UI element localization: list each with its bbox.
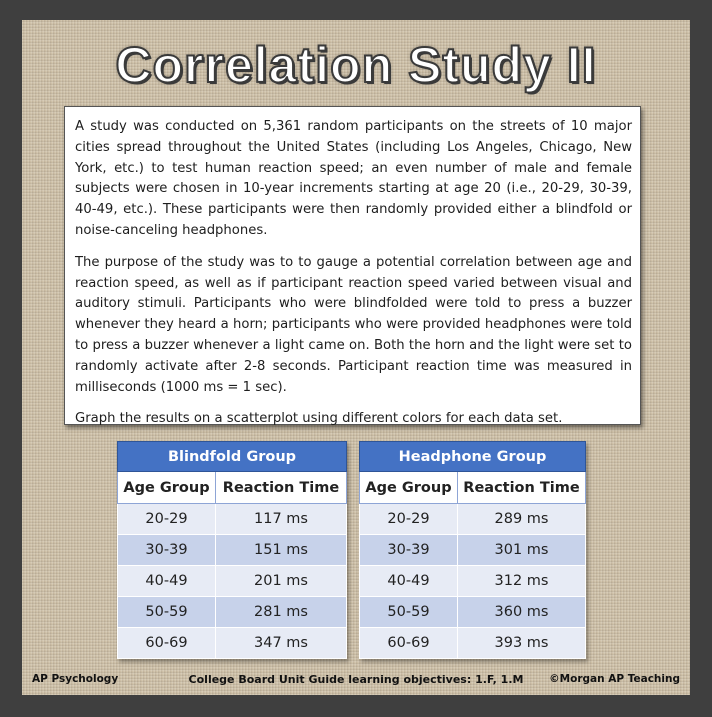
blindfold-table-title: Blindfold Group: [118, 442, 347, 472]
reaction-cell: 281 ms: [216, 597, 347, 628]
description-box: [64, 106, 641, 425]
age-cell: 50-59: [360, 597, 458, 628]
page-title: Correlation Study II: [115, 37, 597, 93]
table-row: [360, 535, 586, 566]
blindfold-table: [117, 441, 347, 659]
age-cell: 40-49: [360, 566, 458, 597]
table-row: [118, 597, 347, 628]
table-row: [118, 535, 347, 566]
description-paragraph-1: A study was conducted on 5,361 random participants on the streets of 10 major cities spread throughout the United States (including Los Angeles, Chicago, New York, etc.) to test human reaction speed; an even number of male and female subjects were chosen in 10-year increments starting at age 20 (i.e., 20-29, 30-39, 40-49, etc.). These participants were then randomly provided either a blindfold or noise-canceling headphones.: [75, 119, 632, 238]
blindfold-col-reaction: Reaction Time: [216, 472, 347, 504]
reaction-cell: 347 ms: [216, 628, 347, 659]
reaction-cell: 151 ms: [216, 535, 347, 566]
slide: [22, 20, 690, 695]
age-cell: 60-69: [118, 628, 216, 659]
age-cell: 20-29: [118, 504, 216, 535]
age-cell: 40-49: [118, 566, 216, 597]
reaction-cell: 201 ms: [216, 566, 347, 597]
headphone-col-age: Age Group: [360, 472, 458, 504]
reaction-cell: 117 ms: [216, 504, 347, 535]
footer-course: AP Psychology: [32, 673, 119, 685]
age-cell: 20-29: [360, 504, 458, 535]
footer-copyright: ©Morgan AP Teaching: [549, 673, 680, 685]
reaction-cell: 301 ms: [458, 535, 586, 566]
age-cell: 30-39: [360, 535, 458, 566]
reaction-cell: 312 ms: [458, 566, 586, 597]
description-paragraph-3: Graph the results on a scatterplot using different colors for each data set.: [75, 411, 563, 427]
age-cell: 30-39: [118, 535, 216, 566]
table-row: [360, 504, 586, 535]
table-row: [360, 597, 586, 628]
age-cell: 60-69: [360, 628, 458, 659]
blindfold-col-age: Age Group: [118, 472, 216, 504]
table-row: [360, 628, 586, 659]
table-row: [118, 628, 347, 659]
reaction-cell: 289 ms: [458, 504, 586, 535]
reaction-cell: 360 ms: [458, 597, 586, 628]
table-row: [118, 566, 347, 597]
headphone-table-title: Headphone Group: [360, 442, 586, 472]
reaction-cell: 393 ms: [458, 628, 586, 659]
footer-objectives: College Board Unit Guide learning objectives: 1.F, 1.M: [188, 673, 524, 686]
headphone-col-reaction: Reaction Time: [458, 472, 586, 504]
headphone-table: [359, 441, 586, 659]
table-row: [118, 504, 347, 535]
age-cell: 50-59: [118, 597, 216, 628]
table-row: [360, 566, 586, 597]
description-paragraph-2: The purpose of the study was to to gauge a potential correlation between age and reaction speed, as well as if participant reaction speed varied between visual and auditory stimuli. Participants who were blindfolded were told to press a buzzer whenever they heard a horn; participants who were provided headphones were told to press a buzzer whenever a light came on. Both the horn and the light were set to randomly activate after 2-8 seconds. Participant reaction time was measured in milliseconds (1000 ms = 1 sec).: [75, 254, 632, 395]
